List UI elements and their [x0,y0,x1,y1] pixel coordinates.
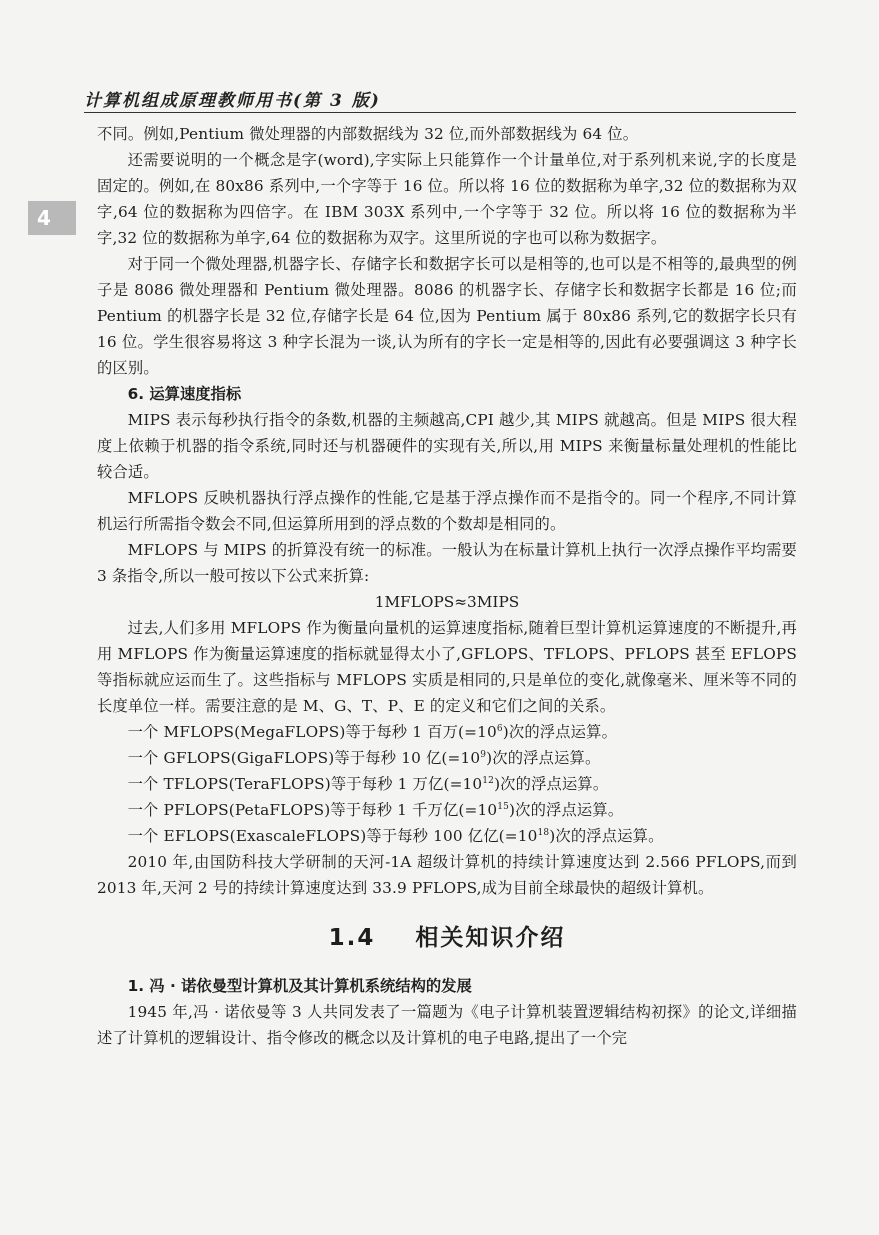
paragraph: 对于同一个微处理器,机器字长、存储字长和数据字长可以是相等的,也可以是不相等的,最典型的例子是 8086 微处理器和 Pentium 微处理器。8086 的机器字长、存储字长和数据字长都是 16 位;而 Pentium 的机器字长是 32 位,存储字长是 64 位,因为 Pentium 属于 80x86 系列,它的数据字长只有 16 位。学生很容易将这 3 种字长混为一谈,认为所有的字长一定是相等的,因此有必要强调这 3 种字长的区别。 [97,255,797,377]
section-title: 1.4 相关知识介绍 [328,925,566,951]
paragraph: 1945 年,冯 · 诺依曼等 3 人共同发表了一篇题为《电子计算机装置逻辑结构初探》的论文,详细描述了计算机的逻辑设计、指令修改的概念以及计算机的电子电路,提出了一个完 [97,1003,797,1047]
formula: 1MFLOPS≈3MIPS [374,593,520,611]
body-text [97,121,797,1051]
unit-definition: 一个 EFLOPS(ExascaleFLOPS)等于每秒 100 亿亿$(=10^{18})$次的浮点运算。 [127,827,664,845]
running-header: 计算机组成原理教师用书(第 3 版) [84,91,381,111]
paragraph: 还需要说明的一个概念是字(word),字实际上只能算作一个计量单位,对于系列机来说,字的长度是固定的。例如,在 80x86 系列中,一个字等于 16 位。所以将 16 位的数据称为单字,32 位的数据称为双字,64 位的数据称为四倍字。在 IBM 303X 系列中,一个字等于 32 位。所以将 16 位的数据称为半字,32 位的数据称为单字,64 位的数据称为双字。这里所说的字也可以称为数据字。 [97,151,797,247]
unit-definition: 一个 GFLOPS(GigaFLOPS)等于每秒 10 亿$(=10^9)$次的浮点运算。 [127,749,601,767]
unit-definition: 一个 MFLOPS(MegaFLOPS)等于每秒 1 百万$(=10^6)$次的浮点运算。 [127,723,618,741]
subsection-heading: 6. 运算速度指标 [127,385,242,403]
paragraph: MIPS 表示每秒执行指令的条数,机器的主频越高,CPI 越少,其 MIPS 就越高。但是 MIPS 很大程度上依赖于机器的指令系统,同时还与机器硬件的实现有关,所以,用 MIPS 来衡量标量处理机的性能比较合适。 [97,411,797,481]
page-number: 4 [37,206,51,230]
paragraph: MFLOPS 与 MIPS 的折算没有统一的标准。一般认为在标量计算机上执行一次浮点操作平均需要 3 条指令,所以一般可按以下公式来折算: [97,541,797,585]
unit-definition: 一个 PFLOPS(PetaFLOPS)等于每秒 1 千万亿$(=10^{15})$次的浮点运算。 [127,801,624,819]
header-rule [84,112,796,113]
unit-definition: 一个 TFLOPS(TeraFLOPS)等于每秒 1 万亿$(=10^{12})$次的浮点运算。 [127,775,609,793]
paragraph: 2010 年,由国防科技大学研制的天河-1A 超级计算机的持续计算速度达到 2.566 PFLOPS,而到 2013 年,天河 2 号的持续计算速度达到 33.9 PFLOPS,成为目前全球最快的超级计算机。 [97,853,797,897]
paragraph: 过去,人们多用 MFLOPS 作为衡量向量机的运算速度指标,随着巨型计算机运算速度的不断提升,再用 MFLOPS 作为衡量运算速度的指标就显得太小了,GFLOPS、TFLOPS、PFLOPS 甚至 EFLOPS 等指标就应运而生了。这些指标与 MFLOPS 实质是相同的,只是单位的变化,就像毫米、厘米等不同的长度单位一样。需要注意的是 M、G、T、P、E 的定义和它们之间的关系。 [97,619,797,715]
paragraph: 不同。例如,Pentium 微处理器的内部数据线为 32 位,而外部数据线为 64 位。 [97,125,639,143]
subsection-heading: 1. 冯 · 诺依曼型计算机及其计算机系统结构的发展 [127,977,472,995]
paragraph: MFLOPS 反映机器执行浮点操作的性能,它是基于浮点操作而不是指令的。同一个程序,不同计算机运行所需指令数会不同,但运算所用到的浮点数的个数却是相同的。 [97,489,797,533]
